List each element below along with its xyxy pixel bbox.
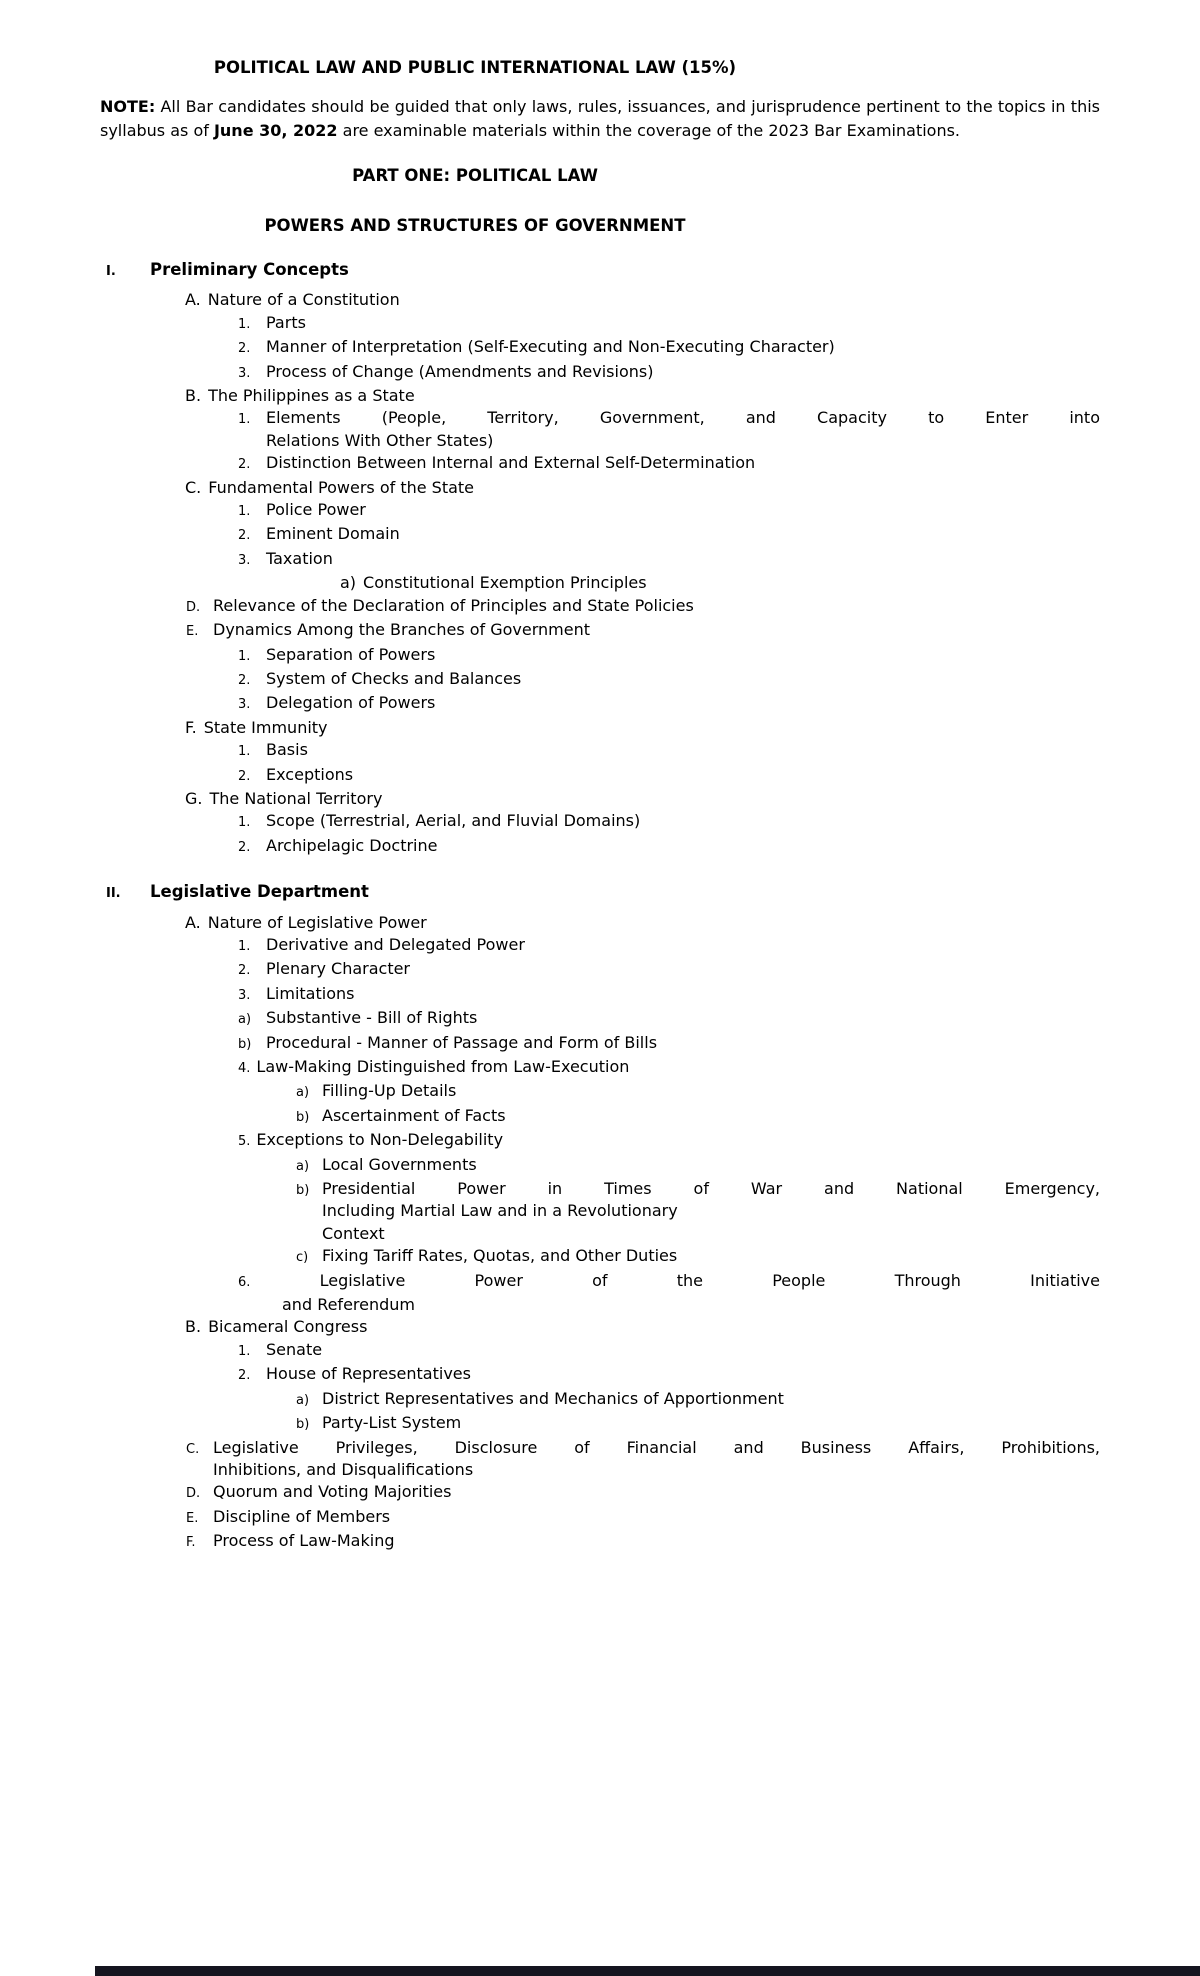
outline-item (100, 810, 1100, 834)
section-title: Legislative Department (150, 882, 369, 902)
outline-item (100, 958, 1100, 982)
item-text: Police Power (266, 500, 366, 520)
item-text: Eminent Domain (266, 524, 400, 544)
outline-item (100, 595, 1100, 619)
item-marker: 2. (238, 341, 251, 357)
outline-item (100, 1412, 1100, 1436)
item-marker: G. (185, 788, 203, 808)
outline-item (100, 1506, 1100, 1530)
outline-item (100, 548, 1100, 572)
outline (100, 259, 1100, 1555)
item-text: Law-Making Distinguished from Law-Execution (256, 1057, 630, 1076)
item-text: House of Representatives (266, 1364, 471, 1384)
outline-item (100, 1481, 1100, 1505)
outline-item (100, 289, 1100, 311)
item-marker: D. (186, 599, 201, 615)
text-line: Including Martial Law and in a Revolutionary (322, 1201, 678, 1221)
item-marker: 2. (238, 839, 251, 855)
item-text (213, 1437, 1100, 1482)
outline-item (100, 385, 1100, 407)
outline-item (100, 336, 1100, 360)
item-marker: 3. (238, 552, 251, 568)
outline-item (100, 312, 1100, 336)
item-marker: 4. (238, 1061, 251, 1076)
item-text: Process of Change (Amendments and Revisions) (266, 361, 654, 381)
item-text: Legislative Power of the People Through Initiative (319, 1270, 1100, 1290)
item-marker: 1. (238, 648, 251, 664)
item-marker: 3. (238, 365, 251, 381)
outline-item (100, 1032, 1100, 1056)
text-line: and Referendum (282, 1295, 415, 1315)
text-line: Presidential Power in Times of War and National Emergency, (322, 1179, 1100, 1199)
item-marker: 3. (238, 697, 251, 713)
outline-item (100, 1080, 1100, 1104)
outline-item (100, 717, 1100, 739)
outline-item (100, 934, 1100, 958)
text-line (238, 1270, 1100, 1294)
section-heading (100, 881, 1100, 905)
item-marker: F. (186, 1535, 196, 1551)
outline-item (100, 1363, 1100, 1387)
item-text: Bicameral Congress (208, 1317, 368, 1337)
item-marker: E. (186, 1510, 199, 1526)
item-marker: 2. (238, 1368, 251, 1384)
note-paragraph (100, 95, 1100, 143)
text-line: Elements (People, Territory, Government, and Capacity to Enter into (266, 408, 1100, 428)
item-marker: 2. (238, 672, 251, 688)
outline-item (100, 1154, 1100, 1178)
item-marker: 2. (238, 963, 251, 979)
item-text: Archipelagic Doctrine (266, 835, 438, 855)
item-text: Delegation of Powers (266, 693, 436, 713)
item-marker: D. (186, 1486, 201, 1502)
outline-item (100, 692, 1100, 716)
outline-item (100, 1129, 1100, 1153)
item-marker: E. (186, 624, 199, 640)
outline-item (100, 1316, 1100, 1338)
item-marker: 1. (238, 744, 251, 760)
item-marker: 2. (238, 457, 251, 473)
outline-item (100, 1270, 1100, 1317)
item-text: Discipline of Members (213, 1506, 391, 1526)
outline-item (100, 523, 1100, 547)
outline-item (100, 788, 1100, 810)
section-marker: II. (106, 886, 121, 902)
item-text: Exceptions (266, 764, 354, 784)
item-text (266, 407, 1100, 452)
item-text: Process of Law-Making (213, 1531, 395, 1551)
outline-item (100, 1530, 1100, 1554)
item-text: Party-List System (322, 1413, 462, 1433)
item-text: Basis (266, 740, 308, 760)
item-marker: a) (238, 1012, 252, 1028)
outline-item (100, 1105, 1100, 1129)
item-text: Ascertainment of Facts (322, 1105, 506, 1125)
section-marker: I. (106, 264, 116, 279)
item-marker: 3. (238, 987, 251, 1003)
item-marker: b) (238, 1036, 252, 1052)
outline-item (100, 407, 1100, 452)
item-text: Relevance of the Declaration of Principles and State Policies (213, 595, 694, 615)
outline-item (100, 1007, 1100, 1031)
outline-item (100, 619, 1100, 643)
item-marker: A. (185, 912, 201, 932)
outline-item (100, 361, 1100, 385)
item-text: Taxation (266, 548, 333, 568)
item-text: Plenary Character (266, 959, 411, 979)
outline-item (100, 1245, 1100, 1269)
item-text: Constitutional Exemption Principles (363, 573, 647, 593)
item-text: Separation of Powers (266, 644, 436, 664)
outline-item (100, 1339, 1100, 1363)
item-marker: a) (296, 1085, 310, 1101)
outline-item (100, 912, 1100, 934)
item-text: State Immunity (203, 717, 328, 737)
item-text (322, 1178, 1100, 1245)
item-text: Distinction Between Internal and External Self-Determination (266, 453, 756, 473)
text-line: Relations With Other States) (266, 430, 494, 450)
item-text: Nature of a Constitution (207, 290, 400, 310)
item-marker: a) (296, 1158, 310, 1174)
item-marker: 1. (238, 504, 251, 520)
item-text: Local Governments (322, 1154, 477, 1174)
doc-title: POLITICAL LAW AND PUBLIC INTERNATIONAL LAW (15%) (213, 58, 737, 77)
outline-item (100, 1056, 1100, 1080)
section-title: Preliminary Concepts (150, 260, 349, 279)
item-text: Derivative and Delegated Power (266, 934, 525, 954)
note-text-before: All Bar candidates should be guided that only laws, rules, issuances, and jurisprudence pertinent to the topics in this syllabus as of (100, 97, 1100, 140)
item-text: Fixing Tariff Rates, Quotas, and Other Duties (322, 1246, 678, 1266)
item-marker: 6. (238, 1274, 251, 1290)
text-line: Context (322, 1223, 385, 1243)
item-marker: 1. (238, 412, 251, 428)
outline-item (100, 572, 1100, 594)
powers-structures-heading: POWERS AND STRUCTURES OF GOVERNMENT (264, 216, 686, 235)
item-text: Manner of Interpretation (Self-Executing and Non-Executing Character) (266, 337, 835, 357)
note-label: NOTE: (100, 97, 156, 116)
note-text-after: are examinable materials within the coverage of the 2023 Bar Examinations. (337, 121, 961, 140)
outline-item (100, 739, 1100, 763)
item-marker: 5. (238, 1134, 251, 1150)
outline-item (100, 1388, 1100, 1412)
item-text: Exceptions to Non-Delegability (256, 1130, 504, 1150)
item-text: The National Territory (209, 788, 383, 808)
item-text: Parts (266, 312, 306, 332)
item-marker: 1. (238, 316, 251, 332)
part-one-heading: PART ONE: POLITICAL LAW (352, 166, 598, 185)
item-marker: 1. (238, 815, 251, 831)
note-date: June 30, 2022 (213, 121, 338, 140)
item-text: District Representatives and Mechanics of Apportionment (322, 1388, 784, 1408)
outline-item (100, 1178, 1100, 1245)
outline-item (100, 668, 1100, 692)
outline-item (100, 1437, 1100, 1482)
item-marker: b) (296, 1417, 310, 1433)
text-line: Legislative Privileges, Disclosure of Financial and Business Affairs, Prohibitions, (213, 1437, 1100, 1457)
outline-item (100, 452, 1100, 476)
item-text: Quorum and Voting Majorities (213, 1482, 452, 1502)
item-marker: a) (340, 573, 357, 593)
item-marker: 1. (238, 938, 251, 954)
outline-item (100, 499, 1100, 523)
item-marker: 1. (238, 1343, 251, 1359)
item-text: Filling-Up Details (322, 1081, 457, 1101)
item-text: Nature of Legislative Power (207, 912, 427, 932)
outline-item (100, 983, 1100, 1007)
item-marker: C. (185, 477, 202, 497)
item-text: Senate (266, 1339, 323, 1359)
item-marker: A. (185, 290, 201, 310)
item-marker: C. (186, 1441, 200, 1457)
item-marker: a) (296, 1392, 310, 1408)
item-text: Fundamental Powers of the State (208, 477, 475, 497)
item-marker: c) (296, 1250, 309, 1266)
section-heading (100, 259, 1100, 283)
outline-item (100, 764, 1100, 788)
item-marker: b) (296, 1183, 310, 1199)
item-marker: F. (185, 717, 197, 737)
outline-item (100, 835, 1100, 859)
item-marker: 2. (238, 768, 251, 784)
item-marker: B. (185, 386, 202, 406)
item-text: Limitations (266, 983, 355, 1003)
item-marker: B. (185, 1317, 202, 1337)
item-text: System of Checks and Balances (266, 668, 522, 688)
item-text: The Philippines as a State (208, 386, 415, 406)
outline-item (100, 477, 1100, 499)
outline-item (100, 644, 1100, 668)
item-marker: b) (296, 1109, 310, 1125)
item-text: Dynamics Among the Branches of Government (213, 620, 591, 640)
text-line: Inhibitions, and Disqualifications (213, 1459, 474, 1479)
page-bottom-bar (95, 1966, 1200, 1976)
item-text: Scope (Terrestrial, Aerial, and Fluvial Domains) (266, 811, 641, 831)
item-marker: 2. (238, 528, 251, 544)
item-text: Substantive - Bill of Rights (266, 1008, 478, 1028)
item-text: Procedural - Manner of Passage and Form of Bills (266, 1032, 658, 1052)
